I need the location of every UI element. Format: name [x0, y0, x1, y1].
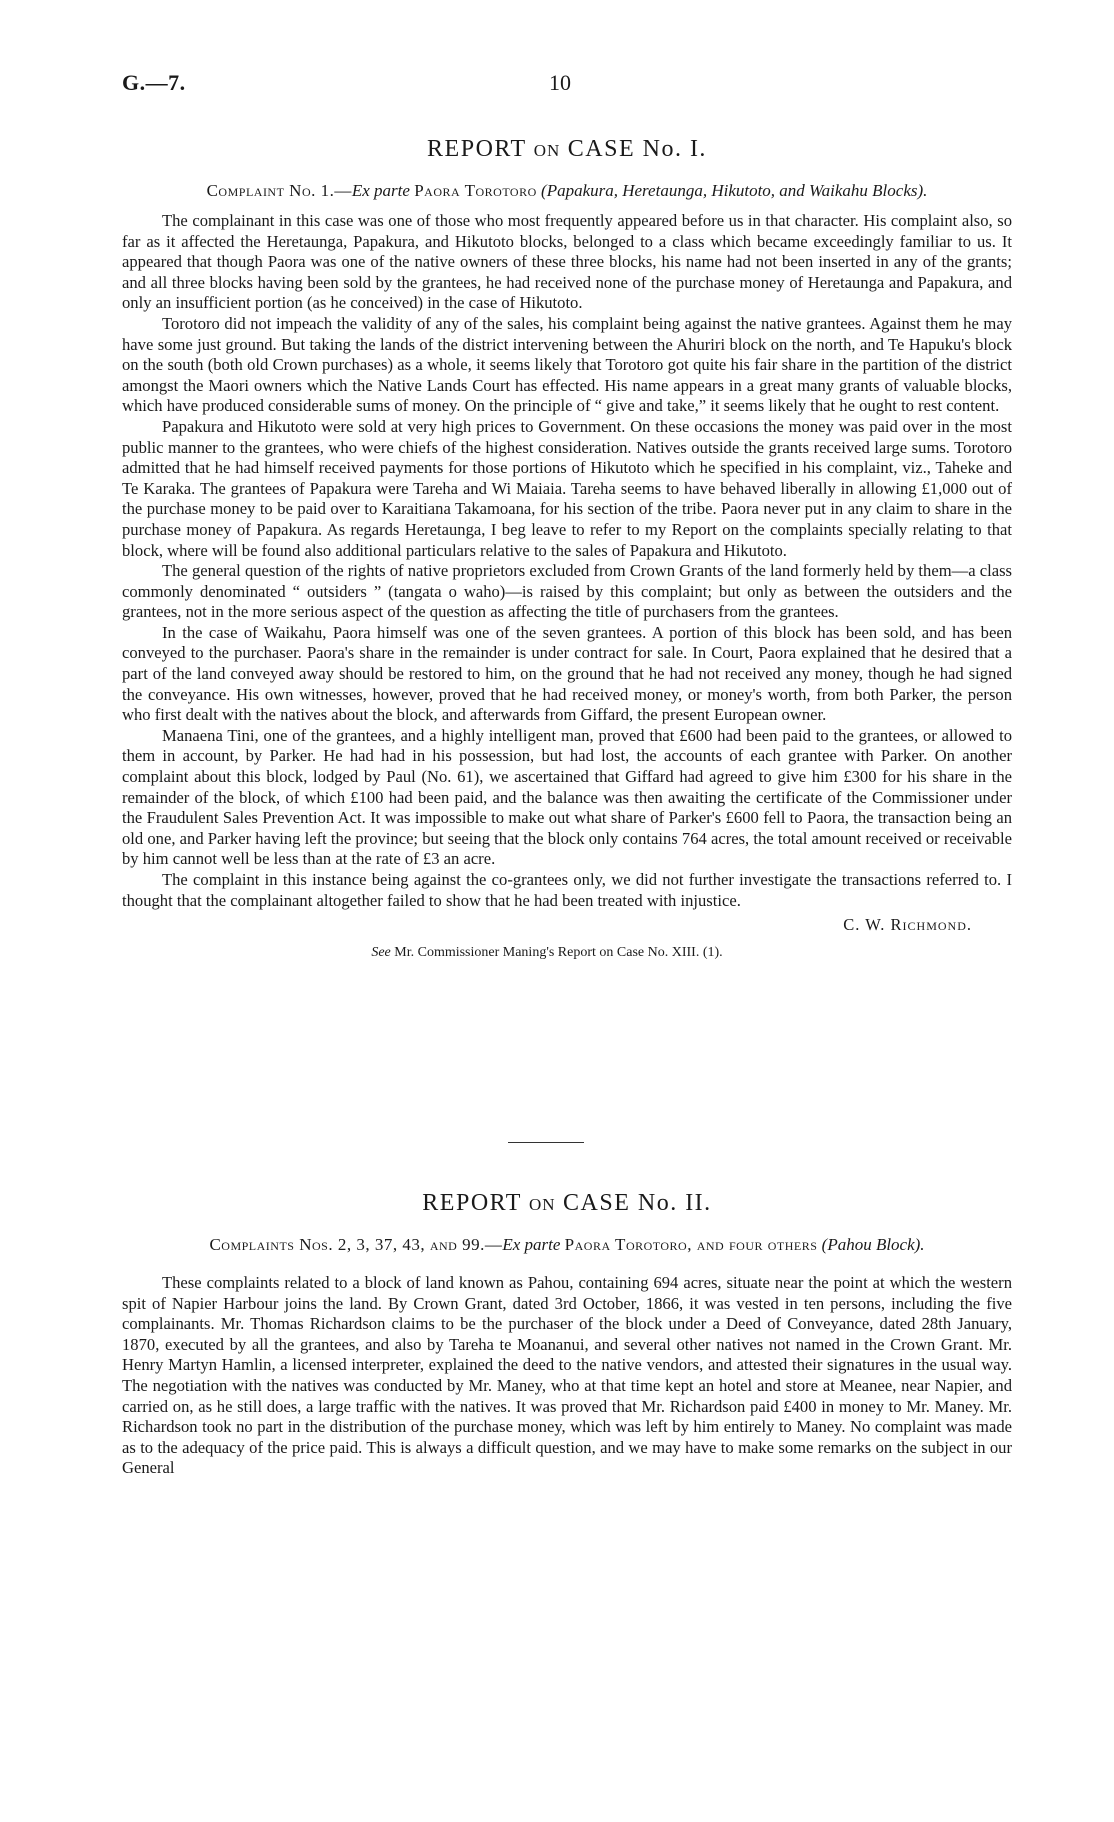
- report-1-complaint-heading: Complaint No. 1.—Ex parte Paora Torotoro (Papakura, Heretaunga, Hikutoto, and Waikahu Blocks).: [206, 181, 928, 200]
- report-2-title: REPORT ON CASE No. II.: [422, 1190, 712, 1216]
- page-header: [122, 70, 1012, 100]
- paragraph: The complainant in this case was one of those who most frequently appeared before us in that character. His complaint also, so far as it affected the Heretaunga, Papakura, and Hikutoto blocks, belonged to a class which became exceedingly familiar to us. It appeared that though Paora was one of the native owners of these three blocks, his name had not been inserted in any of the grants; and all three blocks having been sold by the grantees, he had received none of the purchase money of Heretaunga and Papakura, and only an insufficient portion (as he conceived) in the case of Hikutoto.: [122, 211, 1012, 313]
- report-2: [122, 1190, 1012, 1479]
- paragraph: The general question of the rights of native proprietors excluded from Crown Grants of the land formerly held by them—a class commonly denominated “ outsiders ” (tangata o waho)—is raised by this complaint; but only as between the outsiders and the grantees, not in the more serious aspect of the question as affecting the title of purchasers from the grantees.: [122, 561, 1012, 622]
- paragraph: In the case of Waikahu, Paora himself was one of the seven grantees. A portion of this block has been sold, and has been conveyed to the purchaser. Paora's share in the remainder is under contract for sale. In Court, Paora explained that he desired that a part of the land conveyed away should be restored to him, on the ground that he had not received any money, though he had signed the conveyance. His own witnesses, however, proved that he had received money, or money's worth, from both Parker, the person who first dealt with the natives about the block, and afterwards from Giffard, the present European owner.: [122, 622, 1012, 725]
- paragraph: Manaena Tini, one of the grantees, and a highly intelligent man, proved that £600 had been paid to the grantees, or allowed to them in account, by Parker. He had had in his possession, but had lost, the accounts of each grantee with Parker. On another complaint about this block, lodged by Paul (No. 61), we ascertained that Giffard had agreed to give him £300 for his share in the remainder of the block, of which £100 had been paid, and the balance was then awaiting the certificate of the Commissioner under the Fraudulent Sales Prevention Act. It was impossible to make out what share of Parker's £600 fell to Paora, the transaction being an old one, and Parker having left the province; but seeing that the block only contains 764 acres, the total amount received or receivable by him cannot well be less than at the rate of £3 an acre.: [122, 725, 1012, 869]
- section-divider: [508, 1142, 584, 1143]
- paragraph: Papakura and Hikutoto were sold at very high prices to Government. On these occasions the money was paid over in the most public manner to the grantees, who were chiefs of the highest consideration. Natives outside the grants received large sums. Torotoro admitted that he had himself received payments for those portions of Hikutoto which he specified in his complaint, viz., Taheke and Te Karaka. The grantees of Papakura were Tareha and Wi Maiaia. Tareha seems to have behaved liberally in allowing £1,000 out of the purchase money to be paid over to Karaitiana Takamoana, for his section of the tribe. Paora never put in any claim to share in the purchase money of Papakura. As regards Heretaunga, I beg leave to refer to my Report on the complaints specially relating to that block, where will be found also additional particulars relative to the sales of Papakura and Hikutoto.: [122, 416, 1012, 560]
- signature: C. W. Richmond.: [843, 915, 972, 935]
- document-id: G.—7.: [122, 70, 186, 95]
- paragraph: The complaint in this instance being against the co-grantees only, we did not further investigate the transactions referred to. I thought that the complainant altogether failed to show that he had been treated with injustice.: [122, 870, 1012, 910]
- paragraph: Torotoro did not impeach the validity of any of the sales, his complaint being against the native grantees. Against them he may have some just ground. But taking the lands of the district intervening between the Ahuriri block on the north, and Te Hapuku's block on the south (both old Crown purchases) as a whole, it seems likely that Torotoro got quite his fair share in the partition of the district amongst the Maori owners which the Native Lands Court has effected. His name appears in a great many grants of valuable blocks, which have produced considerable sums of money. On the principle of “ give and take,” it seems likely that he ought to rest content.: [122, 313, 1012, 416]
- report-1-title: REPORT ON CASE No. I.: [427, 136, 707, 162]
- paragraph: These complaints related to a block of land known as Pahou, containing 694 acres, situate near the point at which the western spit of Napier Harbour joins the land. By Crown Grant, dated 3rd October, 1866, it was vested in ten persons, including the five complainants. Mr. Thomas Richardson claims to be the purchaser of the block under a Deed of Conveyance, dated 28th January, 1870, executed by all the grantees, and also by Tareha te Moananui, and several other natives not named in the Crown Grant. Mr. Henry Martyn Hamlin, a licensed interpreter, explained the deed to the native vendors, and attested their signatures in the usual way. The negotiation with the natives was conducted by Mr. Maney, who at that time kept an hotel and store at Meanee, near Napier, and carried on, as he still does, a large traffic with the natives. It was proved that Mr. Richardson paid £400 in money to Mr. Maney. Mr. Richardson took no part in the distribution of the purchase money, which was left by him entirely to Maney. No complaint was made as to the adequacy of the price paid. This is always a difficult question, and we may have to make some remarks on the subject in our General: [122, 1273, 1012, 1478]
- report-2-body: [122, 1273, 1012, 1479]
- report-1-body: [122, 211, 1012, 911]
- page-number: 10: [549, 70, 571, 95]
- report-2-complaint-heading: Complaints Nos. 2, 3, 37, 43, and 99.—Ex parte Paora Torotoro, and four others (Pahou Block).: [209, 1235, 925, 1254]
- cross-reference-note: See Mr. Commissioner Maning's Report on Case No. XIII. (1).: [371, 945, 723, 961]
- report-1: [122, 136, 1012, 961]
